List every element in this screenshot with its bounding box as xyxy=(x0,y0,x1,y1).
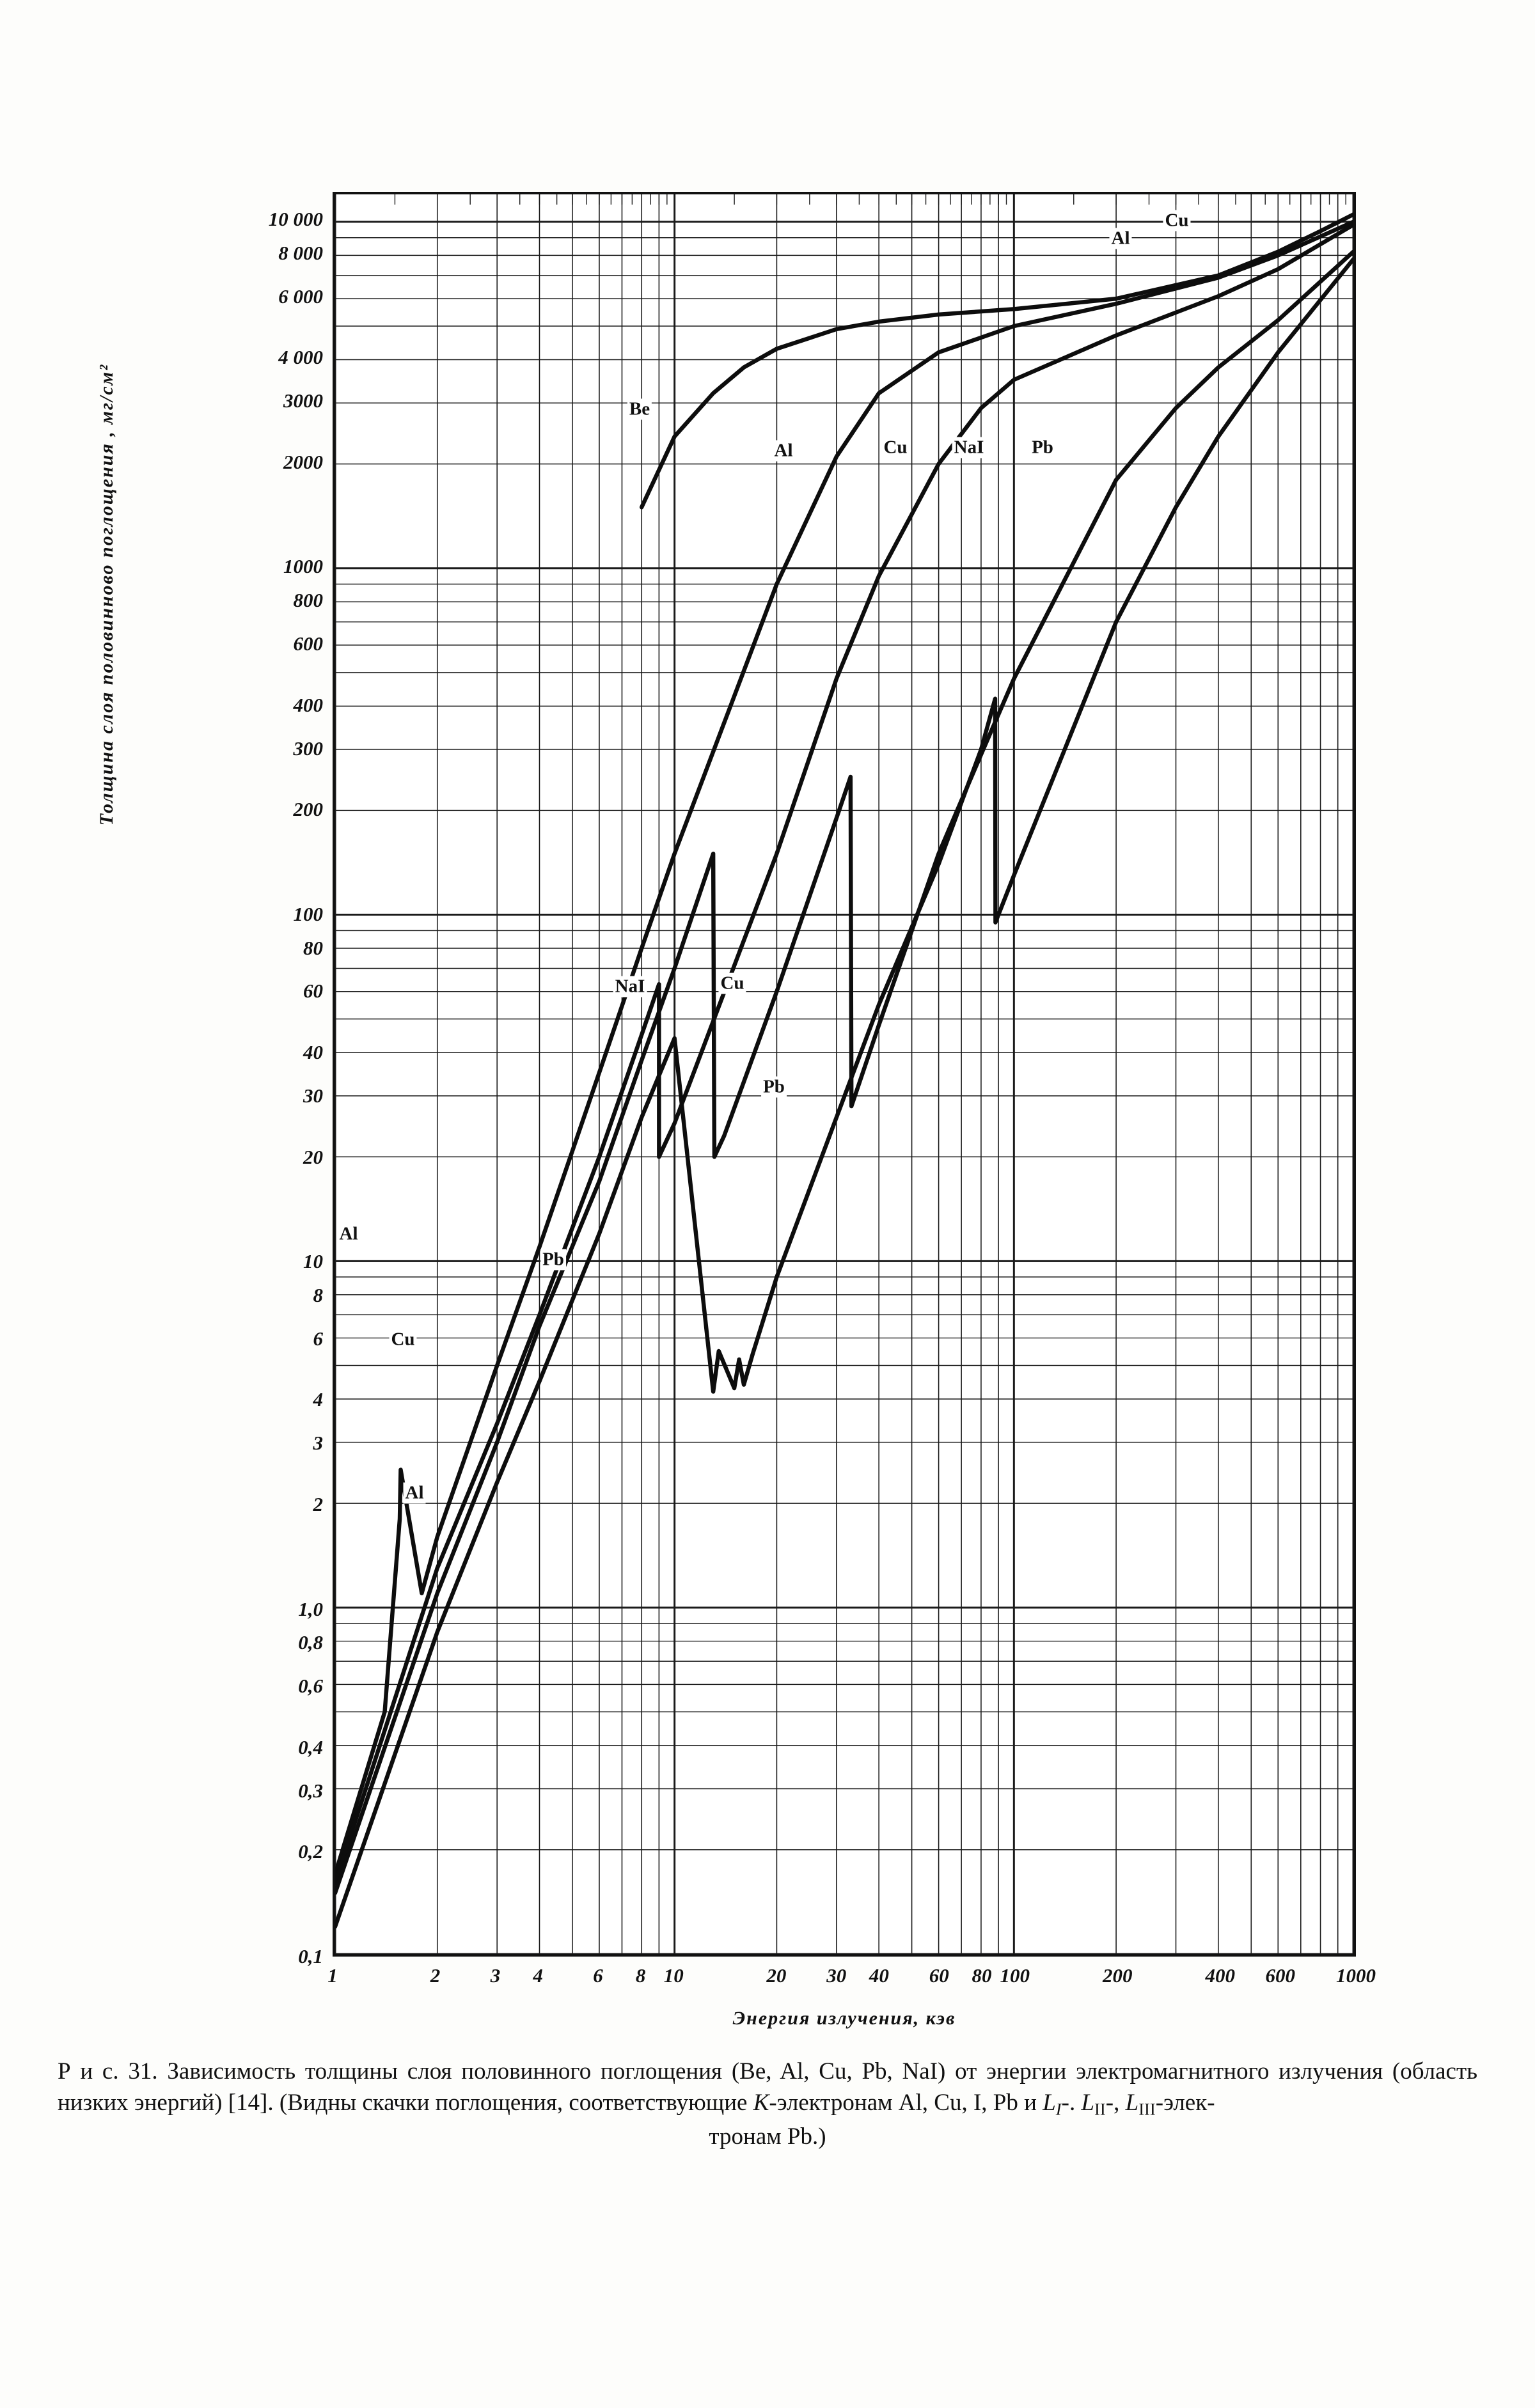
caption-l2: L xyxy=(1081,2090,1095,2116)
y-axis-ticks xyxy=(198,192,323,1967)
plot-area xyxy=(333,192,1356,1957)
curve-label-Be: Be xyxy=(627,399,652,420)
y-tick-label: 10 xyxy=(303,1250,323,1273)
figure-chart xyxy=(96,192,1376,2033)
y-tick-label: 4 000 xyxy=(278,346,323,369)
y-tick-label: 200 xyxy=(293,798,323,821)
curve-label-Pb: Pb xyxy=(761,1077,787,1098)
y-tick-label: 0,3 xyxy=(298,1779,323,1802)
y-tick-label: 10 000 xyxy=(268,208,323,230)
y-tick-label: 300 xyxy=(293,737,323,760)
curve-label-NaI: NaI xyxy=(613,976,647,997)
figure-caption xyxy=(58,2056,1477,2152)
y-tick-label: 0,4 xyxy=(298,1735,323,1758)
x-tick-label: 1 xyxy=(327,1964,338,1987)
caption-l1-sub: I xyxy=(1055,2099,1062,2119)
x-tick-label: 6 xyxy=(593,1964,603,1987)
caption-line4: тронам Pb.) xyxy=(709,2123,826,2150)
curves xyxy=(335,214,1353,1927)
x-tick-label: 400 xyxy=(1205,1964,1236,1987)
y-tick-label: 3 xyxy=(313,1432,323,1455)
caption-line3c: -электронам Al, Cu, I, Pb и xyxy=(769,2090,1043,2116)
curve-label-Cu: Cu xyxy=(1163,210,1190,231)
y-tick-label: 1000 xyxy=(283,555,323,578)
y-tick-label: 6 000 xyxy=(278,285,323,308)
curve-label-Pb: Pb xyxy=(1030,437,1055,458)
caption-prefix: Р и с. 31. xyxy=(58,2058,158,2084)
y-tick-label: 30 xyxy=(303,1084,323,1107)
y-tick-label: 80 xyxy=(303,936,323,959)
caption-line1: Зависимость толщины слоя половинного поглощения (Be, Al, Cu, Pb, NaI) xyxy=(157,2058,946,2084)
caption-line3f: -. xyxy=(1061,2090,1082,2116)
caption-line3i: -, xyxy=(1105,2090,1126,2116)
caption-line3a: скачки поглощения, соответствующие xyxy=(362,2090,753,2116)
caption-k: K xyxy=(753,2090,769,2116)
x-tick-label: 200 xyxy=(1102,1964,1133,1987)
caption-line3l: -элек- xyxy=(1155,2090,1215,2116)
y-tick-label: 3000 xyxy=(283,389,323,412)
curve-Pb xyxy=(335,259,1353,1927)
y-tick-label: 100 xyxy=(293,902,323,925)
x-tick-label: 4 xyxy=(533,1964,543,1987)
x-tick-label: 8 xyxy=(635,1964,646,1987)
curve-label-Cu: Cu xyxy=(881,437,909,458)
x-axis-label: Энергия излучения, кэв xyxy=(732,2008,956,2029)
curve-Cu xyxy=(335,225,1353,1884)
caption-line2: от энергии электромагнитного излучения (область низких энергий) [14]. (Видны xyxy=(58,2058,1477,2116)
caption-l3: L xyxy=(1125,2090,1139,2116)
curve-label-Pb: Pb xyxy=(540,1249,566,1270)
y-tick-label: 4 xyxy=(313,1388,323,1411)
y-tick-label: 0,8 xyxy=(298,1631,323,1654)
y-tick-label: 60 xyxy=(303,980,323,1003)
gridlines xyxy=(335,194,1353,1954)
y-tick-label: 0,1 xyxy=(298,1945,323,1967)
y-tick-label: 1,0 xyxy=(298,1597,323,1620)
y-tick-label: 8 000 xyxy=(278,241,323,264)
x-tick-label: 3 xyxy=(490,1964,501,1987)
curve-label-NaI: NaI xyxy=(952,437,986,458)
curve-Be xyxy=(642,214,1353,507)
curve-label-Cu: Cu xyxy=(718,973,746,994)
x-tick-label: 20 xyxy=(766,1964,787,1987)
y-tick-label: 40 xyxy=(303,1041,323,1064)
x-tick-label: 80 xyxy=(972,1964,992,1987)
x-tick-label: 2 xyxy=(430,1964,441,1987)
y-tick-label: 0,6 xyxy=(298,1675,323,1698)
curve-label-Al: Al xyxy=(404,1483,426,1504)
curve-label-Cu: Cu xyxy=(389,1329,416,1350)
x-tick-label: 100 xyxy=(1000,1964,1030,1987)
y-tick-label: 20 xyxy=(303,1145,323,1168)
curve-NaI xyxy=(335,252,1353,1893)
caption-l2-sub: II xyxy=(1094,2099,1106,2119)
x-tick-label: 600 xyxy=(1265,1964,1295,1987)
x-tick-label: 60 xyxy=(929,1964,949,1987)
y-tick-label: 400 xyxy=(293,693,323,716)
y-tick-label: 8 xyxy=(313,1283,323,1306)
y-tick-label: 0,2 xyxy=(298,1840,323,1863)
caption-l1: L xyxy=(1043,2090,1056,2116)
curve-label-Al: Al xyxy=(1110,228,1132,249)
caption-l3-sub: III xyxy=(1138,2099,1156,2119)
curve-label-Al: Al xyxy=(338,1224,360,1245)
x-tick-label: 30 xyxy=(826,1964,847,1987)
y-tick-label: 2000 xyxy=(283,450,323,473)
y-tick-label: 2 xyxy=(313,1493,323,1515)
y-tick-label: 6 xyxy=(313,1327,323,1350)
x-axis-ticks xyxy=(327,1964,1376,1994)
x-tick-label: 40 xyxy=(869,1964,889,1987)
y-tick-label: 600 xyxy=(293,632,323,655)
curve-label-Al: Al xyxy=(773,441,795,462)
x-tick-label: 1000 xyxy=(1336,1964,1376,1987)
plot-svg xyxy=(335,194,1353,1954)
y-tick-label: 800 xyxy=(293,589,323,612)
x-tick-label: 10 xyxy=(663,1964,684,1987)
y-axis-label: Толщина слоя половинново поглощения , мг/см² xyxy=(96,363,117,826)
